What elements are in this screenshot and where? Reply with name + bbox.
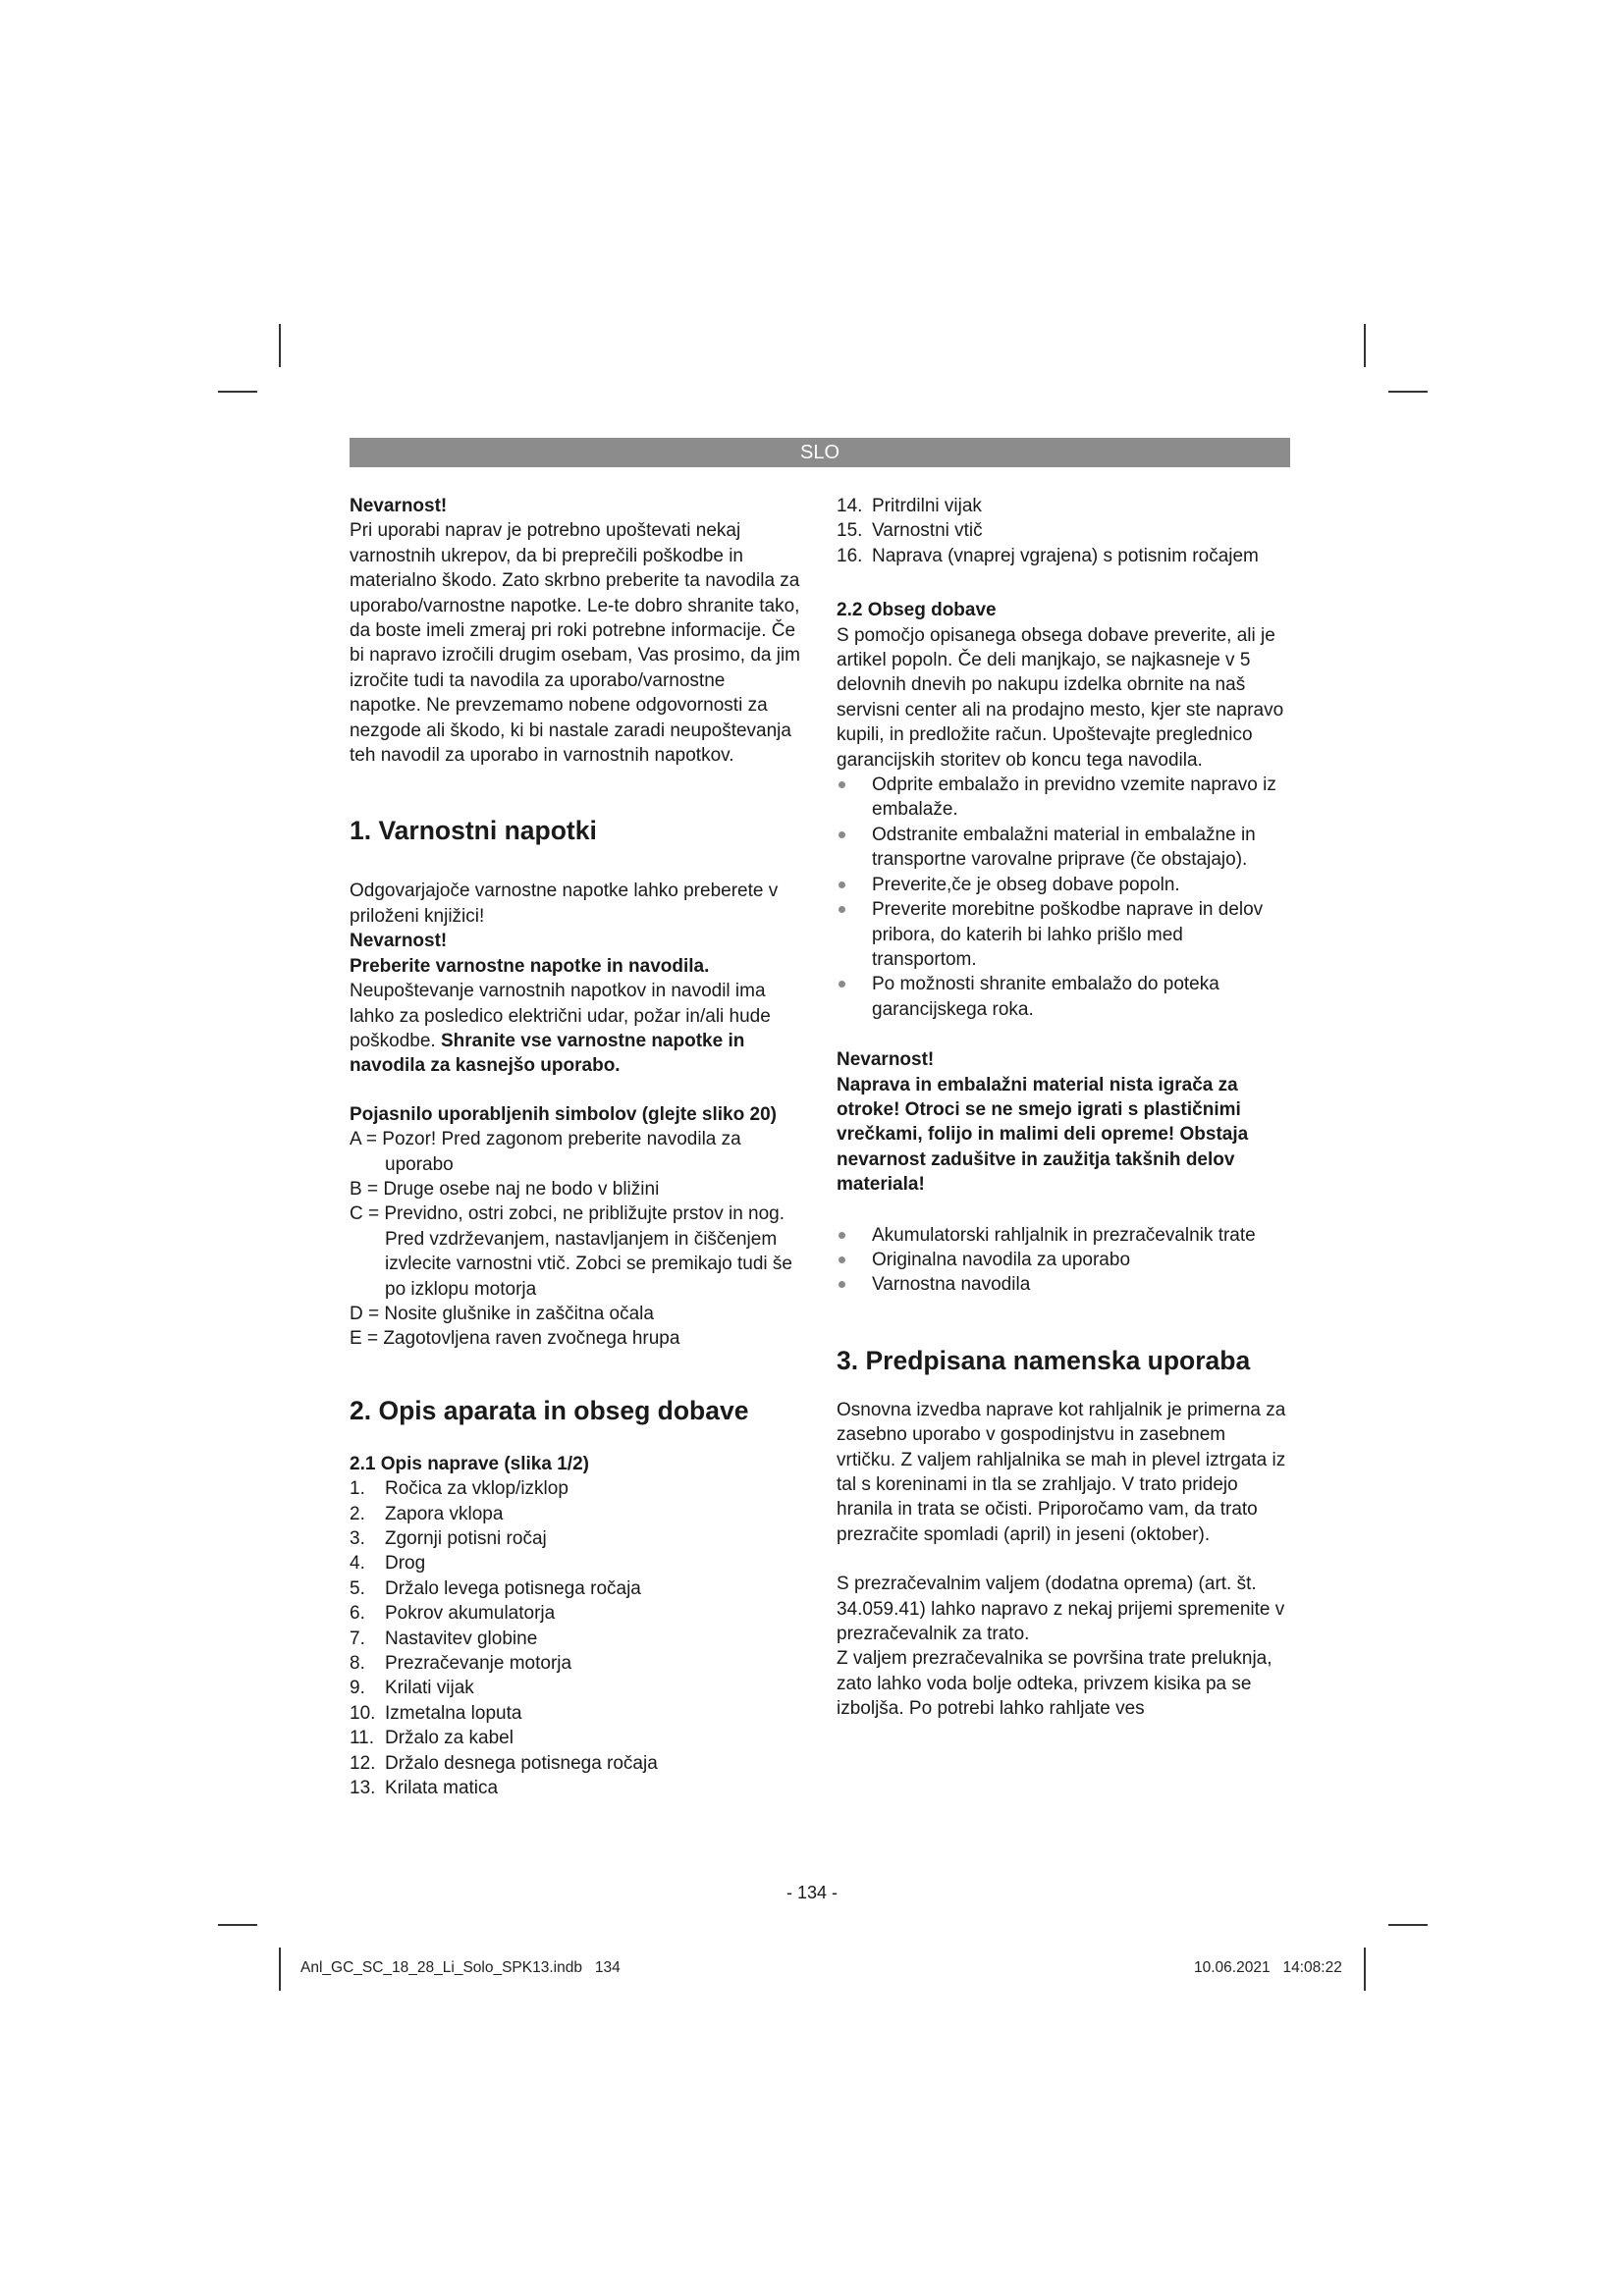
section1-heading: 1. Varnostni napotki (350, 816, 597, 846)
crop-mark (1388, 391, 1428, 393)
footer-time: 14:08:22 (1282, 1959, 1342, 1976)
symbols-list (350, 1127, 801, 1352)
list-item: 7. Nastavitev globine (350, 1628, 538, 1649)
symbols-heading: Pojasnilo uporabljenih simbolov (glejte sliko 20) (350, 1103, 777, 1125)
sub22-heading: 2.2 Obseg dobave (837, 600, 997, 621)
warning-text: Naprava in embalažni material nista igrača za otroke! Otroci se ne smejo igrati s plastičnimi vrečkami, folijo in malimi deli opreme! Obstaja nevarnost zadušitve in zaužitja takšnih delov materiala! (837, 1074, 1249, 1196)
section1-warning: Nevarnost! (350, 931, 448, 952)
list-item: 3. Zgornji potisni ročaj (350, 1528, 547, 1549)
list-item: 9. Krilati vijak (350, 1678, 474, 1699)
section3-paragraph: Z valjem prezračevalnika se površina trate preluknja, zato lahko voda bolje odteka, privzem kisika pa se izboljša. Po potrebi lahko rahljate ves (837, 1648, 1272, 1720)
list-item: 13. Krilata matica (350, 1778, 499, 1799)
crop-mark (279, 1948, 281, 1991)
section1-read: Preberite varnostne napotke in navodila. (350, 955, 710, 977)
list-item: 1. Ročica za vklop/izklop (350, 1478, 568, 1500)
language-header: SLO (350, 438, 1290, 467)
symbol-item: E = Zagotovljena raven zvočnega hrupa (350, 1328, 680, 1350)
symbol-item: D = Nosite glušnike in zaščitna očala (350, 1303, 654, 1324)
crop-mark (1364, 1948, 1366, 1991)
parts-list (350, 1476, 801, 1800)
crop-mark (1388, 1924, 1428, 1926)
symbol-item: B = Druge osebe naj ne bodo v bližini (350, 1178, 660, 1200)
list-item: Po možnosti shranite embalažo do poteka garancijskega roka. (837, 972, 1288, 1022)
delivery-contents-list (837, 1223, 1288, 1298)
list-item: 15. Varnostni vtič (837, 520, 983, 542)
keep-instructions-text: Shranite vse varnostne napotke in navodila za kasnejšo uporabo. (350, 1030, 745, 1077)
list-item: Originalna navodila za uporabo (837, 1248, 1288, 1272)
list-item: 2. Zapora vklopa (350, 1503, 504, 1524)
crop-mark (218, 391, 257, 393)
list-item: 5. Držalo levega potisnega ročaja (350, 1577, 641, 1599)
intro-warning-title: Nevarnost! (350, 496, 448, 516)
right-column (837, 494, 1288, 1722)
crop-mark (218, 1924, 257, 1926)
list-item: Preverite morebitne poškodbe naprave in delov pribora, do katerih bi lahko prišlo med transportom. (837, 897, 1288, 972)
list-item: 6. Pokrov akumulatorja (350, 1603, 556, 1625)
list-item: 12. Držalo desnega potisnega ročaja (350, 1752, 658, 1774)
section3-paragraph: S prezračevalnim valjem (dodatna oprema) (art. št. 34.059.41) lahko napravo z nekaj prijemi spremenite v prezračevalnik za trato. (837, 1574, 1285, 1645)
consequence-text: Neupoštevanje varnostnih napotkov in navodil ima lahko za posledico električni udar, požar in/ali hude poškodbe. (350, 981, 771, 1051)
list-item: Varnostna navodila (837, 1272, 1288, 1297)
intro-text: Pri uporabi naprav je potrebno upoštevati nekaj varnostnih ukrepov, da bi preprečili poškodbe in materialno škodo. Zato skrbno preberite ta navodila za uporabo/varnostne napotke. Le-te dobro shranite tako, da boste imeli zmeraj pri roki potrebne informacije. Če bi napravo izročili drugim osebam, Vas prosimo, da jim izročite tudi ta navodila za uporabo/varnostne napotke. Ne prevzemamo nobene odgovornosti za nezgode ali škodo, ki bi nastale zaradi neupoštevanja teh navodil za uporabo in varnostnih napotkov. (350, 520, 800, 767)
list-item: Odstranite embalažni material in embalažne in transportne varovalne priprave (če obstajajo). (837, 823, 1288, 873)
symbol-item: C = Previdno, ostri zobci, ne približujte prstov in nog. Pred vzdrževanjem, nastavljanjem in čiščenjem izvlecite varnostni vtič. Zobci se premikajo tudi še po izklopu motorja (350, 1203, 792, 1300)
list-item: 11. Držalo za kabel (350, 1728, 514, 1749)
section3-paragraph: Osnovna izvedba naprave kot rahljalnik je primerna za zasebno uporabo v gospodinjstvu in zasebnem vrtičku. Z valjem rahljalnika se mah in plevel iztrgata iz tal s koreninami in tla se zrahljajo. V trato pridejo hranila in trata se očisti. Priporočamo vam, da trato prezračite spomladi (april) in jeseni (oktober). (837, 1399, 1286, 1545)
list-item: 4. Drog (350, 1553, 426, 1575)
list-item: 16. Naprava (vnaprej vgrajena) s potisnim ročajem (837, 545, 1259, 566)
section1-text: Odgovarjajoče varnostne napotke lahko preberete v priloženi knjižici! (350, 881, 779, 927)
left-column (350, 494, 801, 1800)
checklist (837, 773, 1288, 1022)
section2-heading: 2. Opis aparata in obseg dobave (350, 1395, 749, 1425)
symbol-item: A = Pozor! Pred zagonom preberite navodila za uporabo (350, 1129, 741, 1175)
list-item: Preverite,če je obseg dobave popoln. (837, 873, 1288, 897)
section3-heading: 3. Predpisana namenska uporaba (837, 1345, 1251, 1375)
section1-consequence (350, 979, 801, 1079)
footer-date: 10.06.2021 (1194, 1959, 1271, 1976)
list-item: Akumulatorski rahljalnik in prezračevalnik trate (837, 1223, 1288, 1248)
footer-timestamp (1194, 1959, 1342, 1977)
sub22-text: S pomočjo opisanega obsega dobave preverite, ali je artikel popoln. Če deli manjkajo, se najkasneje v 5 delovnih dnevih po nakupu izdelka obrnite na naš servisni center ali na prodajno mesto, kjer ste napravo kupili, in predložite račun. Upoštevajte preglednico garancijskih storitev ob koncu tega navodila. (837, 624, 1284, 771)
list-item: 14. Pritrdilni vijak (837, 496, 982, 516)
list-item: 8. Prezračevanje motorja (350, 1653, 572, 1675)
warning-title: Nevarnost! (837, 1049, 935, 1071)
crop-mark (279, 324, 281, 367)
list-item: 10. Izmetalna loputa (350, 1702, 522, 1724)
list-item: Odprite embalažo in previdno vzemite napravo iz embalaže. (837, 773, 1288, 823)
page-number: - 134 - (785, 1883, 839, 1902)
parts-list-continued (837, 494, 1288, 568)
crop-mark (1364, 324, 1366, 367)
sub21-heading: 2.1 Opis naprave (slika 1/2) (350, 1453, 589, 1474)
footer-filename: Anl_GC_SC_18_28_Li_Solo_SPK13.indb 134 (300, 1959, 621, 1976)
